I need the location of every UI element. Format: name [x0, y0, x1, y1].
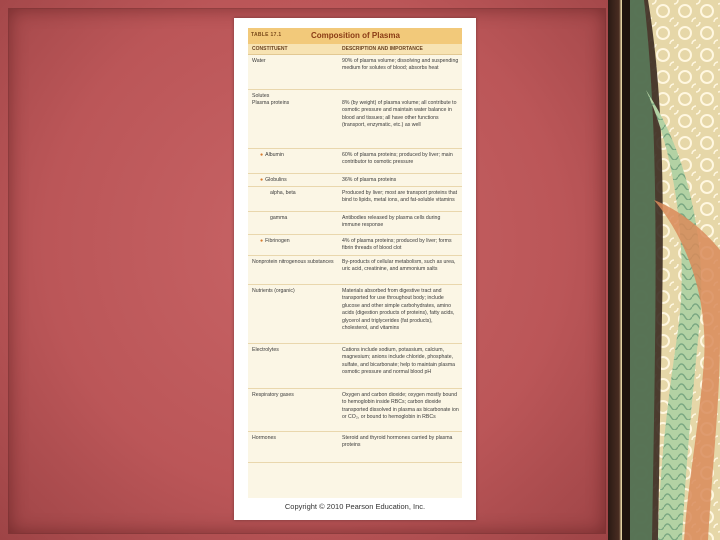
constituent-cell [252, 288, 340, 295]
table-row [248, 212, 462, 235]
table-body [248, 55, 462, 463]
description-cell: 4% of plasma proteins; produced by liver; forms fibrin threads of blood clot [342, 238, 452, 252]
constituent-text: Fibrinogen [265, 238, 290, 244]
table-row [248, 90, 462, 149]
constituent-cell [260, 238, 348, 245]
constituent-text: Nutrients (organic) [252, 288, 295, 294]
constituent-cell [252, 435, 340, 442]
bullet-icon: ● [260, 238, 264, 244]
plasma-table [248, 28, 462, 498]
table-title: Composition of Plasma [311, 31, 400, 40]
constituent-text: Globulins [265, 177, 287, 183]
table-row [248, 344, 462, 389]
table-row [248, 389, 462, 432]
constituent-text: Electrolytes [252, 347, 279, 353]
constituent-cell [252, 259, 340, 266]
constituent-text: Albumin [265, 152, 284, 158]
table-row [248, 235, 462, 256]
description-cell: By-products of cellular metabolism, such as urea, uric acid, creatinine, and ammonium salts [342, 259, 456, 273]
table-row [248, 55, 462, 90]
constituent-cell [252, 58, 340, 65]
constituent-text: gamma [270, 215, 288, 221]
constituent-cell [252, 347, 340, 354]
constituent-text: Solutes Plasma proteins [252, 93, 290, 107]
table-row [248, 256, 462, 285]
constituent-text: Water [252, 58, 266, 64]
constituent-cell [252, 392, 340, 399]
column-headers [248, 44, 462, 55]
column-header-description: DESCRIPTION AND IMPORTANCE [342, 46, 423, 52]
constituent-cell [260, 152, 348, 159]
description-cell: Cations include sodium, potassium, calcium, magnesium; anions include chloride, phosphate, sulfate, and bicarbonate; help to maintain plasma osmotic pressure and normal blood pH [342, 347, 456, 376]
description-cell: 90% of plasma volume; dissolving and suspending medium for solutes of blood; absorbs heat [342, 58, 459, 72]
description-cell: Antibodies released by plasma cells during immune response [342, 215, 441, 229]
constituent-text: alpha, beta [270, 190, 296, 196]
description-cell: Steroid and thyroid hormones carried by plasma proteins [342, 435, 453, 449]
constituent-text: Respiratory gases [252, 392, 294, 398]
description-cell: Oxygen and carbon dioxide; oxygen mostly bound to hemoglobin inside RBCs; carbon dioxide transported dissolved in plasma as bicarbonate ion or CO₂, or bound to hemoglobin in RBCs [342, 392, 459, 421]
description-cell: 60% of plasma proteins; produced by liver; main contributor to osmotic pressure [342, 152, 453, 166]
document-page [234, 18, 476, 520]
table-row [248, 149, 462, 174]
bullet-icon: ● [260, 177, 264, 183]
table-row [248, 187, 462, 212]
ornament-pattern-icon [608, 0, 720, 540]
bullet-icon: ● [260, 152, 264, 158]
table-number: TABLE 17.1 [251, 32, 282, 38]
constituent-text: Nonprotein nitrogenous substances [252, 259, 334, 265]
table-row [248, 285, 462, 344]
table-row [248, 174, 462, 187]
table-header [248, 28, 462, 44]
column-header-constituent: CONSTITUENT [252, 46, 288, 52]
table-row [248, 432, 462, 463]
constituent-cell [260, 177, 348, 184]
description-cell: Produced by liver; most are transport proteins that bind to lipids, metal ions, and fat-soluble vitamins [342, 190, 458, 204]
description-cell: 36% of plasma proteins [342, 177, 397, 183]
constituent-text: Hormones [252, 435, 276, 441]
copyright-notice: Copyright © 2010 Pearson Education, Inc. [284, 502, 426, 511]
description-cell: 8% (by weight) of plasma volume; all contribute to osmotic pressure and maintain water balance in blood and tissues; all have other functions (transport, enzymatic, etc.) as well [342, 100, 457, 129]
description-cell: Materials absorbed from digestive tract and transported for use throughout body; include glucose and other simple carbohydrates, amino acids (digestion products of proteins), fatty acids, glycerol and triglycerides (fat products), cholesterol, and vitamins [342, 288, 455, 332]
constituent-cell [252, 93, 340, 108]
decorative-border [608, 0, 720, 540]
